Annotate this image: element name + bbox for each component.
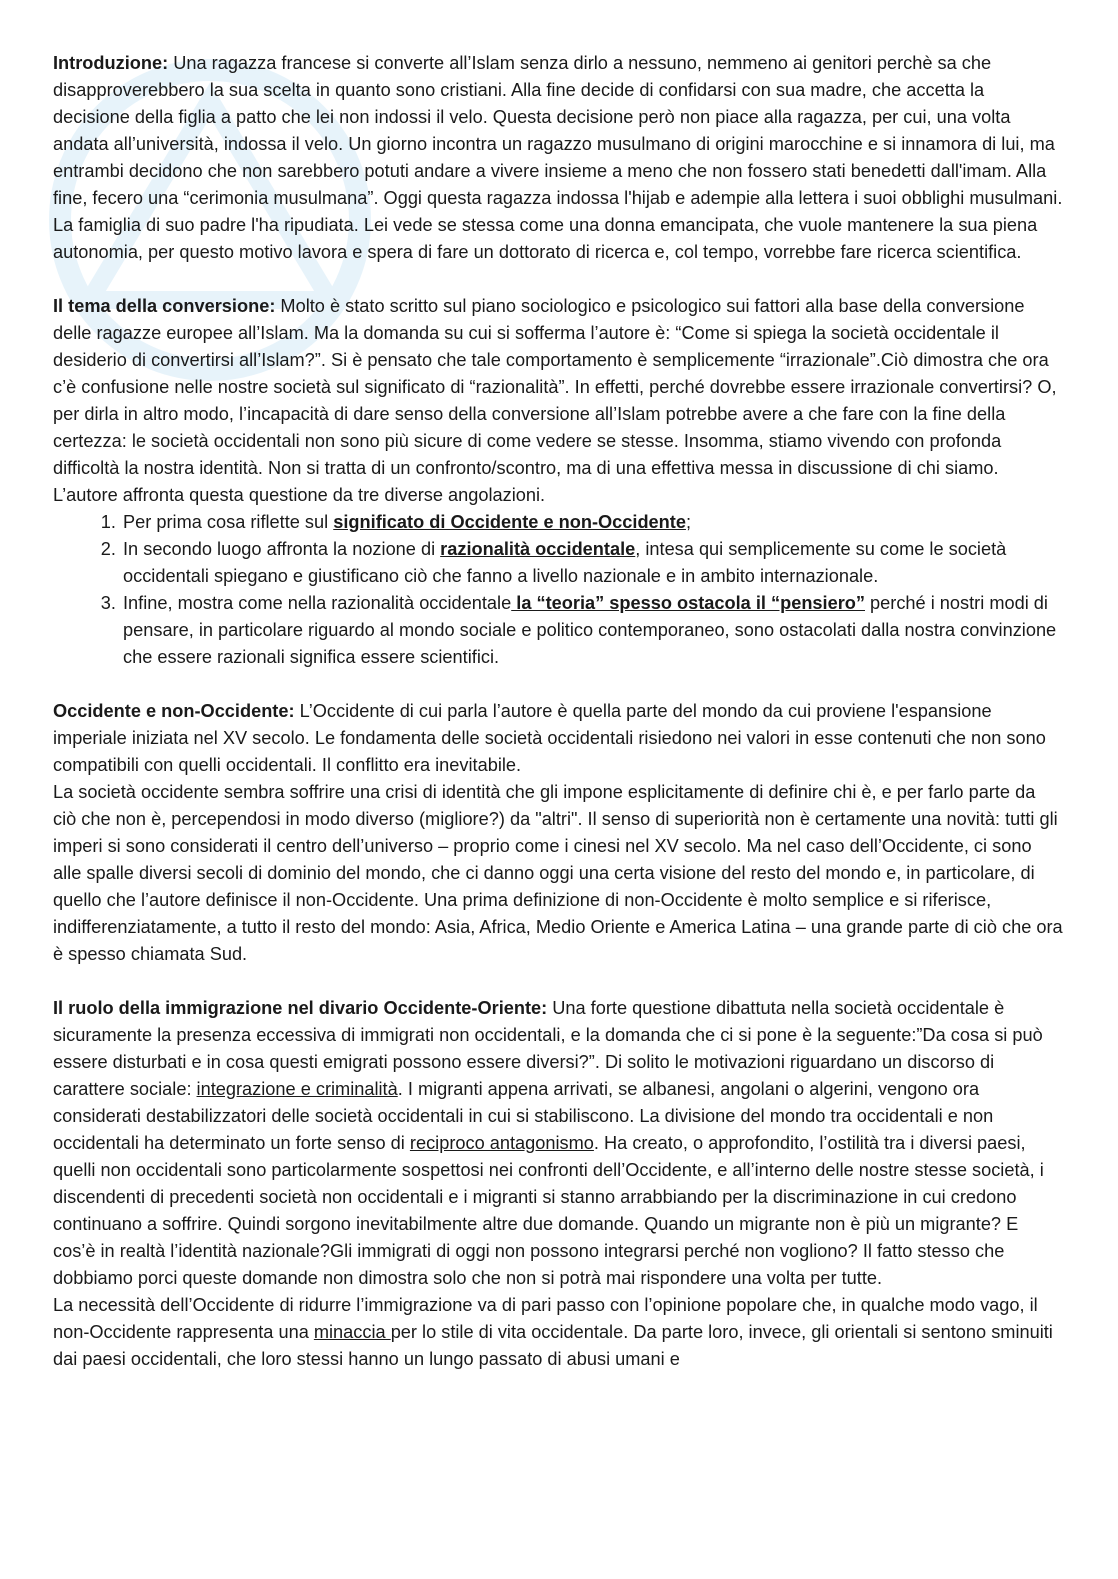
underlined-term: integrazione e criminalità bbox=[196, 1079, 398, 1099]
list-item: 2. In secondo luogo affronta la nozione di razionalità occidentale, intesa qui semplicemente su come le società occidentali spiegano e giustificano ciò che fanno a livello nazionale e in ambito internazionale. bbox=[121, 536, 1063, 590]
conversion-heading: Il tema della conversione: bbox=[53, 296, 276, 316]
immigration-paragraph-2: La necessità dell’Occidente di ridurre l’immigrazione va di pari passo con l’opinione popolare che, in qualche modo vago, il non-Occidente rappresenta una minaccia per lo stile di vita occidentale. Da parte loro, invece, gli orientali si sentono sminuiti dai paesi occidentali, che loro stessi hanno un lungo passato di abusi umani e bbox=[53, 1295, 1053, 1369]
intro-text: Una ragazza francese si converte all’Islam senza dirlo a nessuno, nemmeno ai genitori perchè sa che disapproverebbero la sua scelta in quanto sono cristiani. Alla fine decide di confidarsi con sua madre, che accetta la decisione della figlia a patto che lei non indossi il velo. Questa decisione però non piace alla ragazza, per cui, una volta andata all’università, indossa il velo. Un giorno incontra un ragazzo musulmano di origini marocchine e si innamora di lui, ma entrambi decidono che non sarebbero potuti andare a vivere insieme a meno che non fossero stati benedetti dall'imam. Alla fine, fecero una “cerimonia musulmana”. Oggi questa ragazza indossa l'hijab e adempie alla lettera i suoi obblighi musulmani. La famiglia di suo padre l'ha ripudiata. Lei vede se stessa come una donna emancipata, che vuole mantenere la sua piena autonomia, per questo motivo lavora e spera di fare un dottorato di ricerca e, col tempo, vorrebbe fare ricerca scientifica. bbox=[53, 53, 1063, 262]
list-item: 3. Infine, mostra come nella razionalità occidentale la “teoria” spesso ostacola il “pensiero” perché i nostri modi di pensare, in particolare riguardo al mondo sociale e politico contemporaneo, sono ostacolati dalla nostra convinzione che essere razionali significa essere scientifici. bbox=[121, 590, 1063, 671]
immigration-paragraph: Il ruolo della immigrazione nel divario Occidente-Oriente: Una forte questione dibattuta nella società occidentale è sicuramente la presenza eccessiva di immigrati non occidentali, e la domanda che ci si pone è la seguente:”Da cosa si può essere disturbati e in cosa questi emigrati possono essere diversi?”. Di solito le motivazioni riguardano un discorso di carattere sociale: integrazione e criminalità. I migranti appena arrivati, se albanesi, angolani o algerini, vengono ora considerati destabilizzatori delle società occidentali in cui si stabiliscono. La divisione del mondo tra occidentali e non occidentali ha determinato un forte senso di reciproco antagonismo. Ha creato, o approfondito, l’ostilità tra i diversi paesi, quelli non occidentali sono particolarmente sospettosi nei confronti dell’Occidente, e all’interno delle nostre stesse società, i discendenti di precedenti società non occidentali e i migranti si stanno arrabbiando per la discriminazione in cui credono continuano a soffrire. Quindi sorgono inevitabilmente altre due domande. Quando un migrante non è più un migrante? E cos’è in realtà l’identità nazionale?Gli immigrati di oggi non possono integrarsi perché non vogliono? Il fatto stesso che dobbiamo porci queste domande non dimostra solo che non si potrà mai rispondere una volta per tutte. bbox=[53, 998, 1044, 1288]
key-term: significato di Occidente e non-Occidente bbox=[333, 512, 686, 532]
intro-heading: Introduzione: bbox=[53, 53, 169, 73]
west-paragraph-2: La società occidente sembra soffrire una crisi di identità che gli impone esplicitamente di definire chi è, e per farlo parte da ciò che non è, percependosi in modo diverso (migliore?) da "altri". Il senso di superiorità non è certamente una novità: tutti gli imperi si sono considerati il centro dell’universo – proprio come i cinesi nel XV secolo. Ma nel caso dell’Occidente, ci sono alle spalle diversi secoli di dominio del mondo, che ci danno oggi una certa visione del resto del mondo e, in particolare, di quello che l’autore definisce il non-Occidente. Una prima definizione di non-Occidente è molto semplice e si riferisce, indifferenziatamente, a tutto il resto del mondo: Asia, Africa, Medio Oriente e America Latina – una grande parte di ciò che ora è spesso chiamata Sud. bbox=[53, 782, 1063, 964]
key-term: razionalità occidentale bbox=[440, 539, 636, 559]
west-paragraph bbox=[53, 698, 1063, 779]
key-term: la “teoria” spesso ostacola il “pensiero” bbox=[511, 593, 865, 613]
angles-list bbox=[53, 509, 1063, 671]
underlined-term: minaccia bbox=[313, 1322, 391, 1342]
list-item: 1. Per prima cosa riflette sul significato di Occidente e non-Occidente; bbox=[121, 509, 1063, 536]
conversion-text: Molto è stato scritto sul piano sociologico e psicologico sui fattori alla base della conversione delle ragazze europee all’Islam. Ma la domanda su cui si sofferma l’autore è: “Come si spiega la società occidentale il desiderio di convertirsi all’Islam?”. Si è pensato che tale comportamento è semplicemente “irrazionale”.Ciò dimostra che ora c’è confusione nelle nostre società sul significato di “razionalità”. In effetti, perché dovrebbe essere irrazionale convertirsi? O, per dirla in altro modo, l’incapacità di dare senso della conversione all’Islam potrebbe avere a che fare con la fine della certezza: le società occidentali non sono più sicure di come vedere se stesse. Insomma, stiamo vivendo con profonda difficoltà la nostra identità. Non si tratta di un confronto/scontro, ma di una effettiva messa in discussione di chi siamo. L’autore affronta questa questione da tre diverse angolazioni. bbox=[53, 296, 1057, 505]
immigration-heading: Il ruolo della immigrazione nel divario Occidente-Oriente: bbox=[53, 998, 548, 1018]
underlined-term: reciproco antagonismo bbox=[409, 1133, 594, 1153]
west-text-1: L’Occidente di cui parla l’autore è quella parte del mondo da cui proviene l'espansione imperiale iniziata nel XV secolo. Le fondamenta delle società occidentali risiedono nei valori in esse contenuti che non sono compatibili con quelli occidentali. Il conflitto era inevitabile. bbox=[53, 701, 1046, 775]
conversion-paragraph bbox=[53, 293, 1063, 509]
document-page bbox=[53, 50, 1063, 1373]
west-heading: Occidente e non-Occidente: bbox=[53, 701, 295, 721]
intro-paragraph bbox=[53, 50, 1063, 266]
